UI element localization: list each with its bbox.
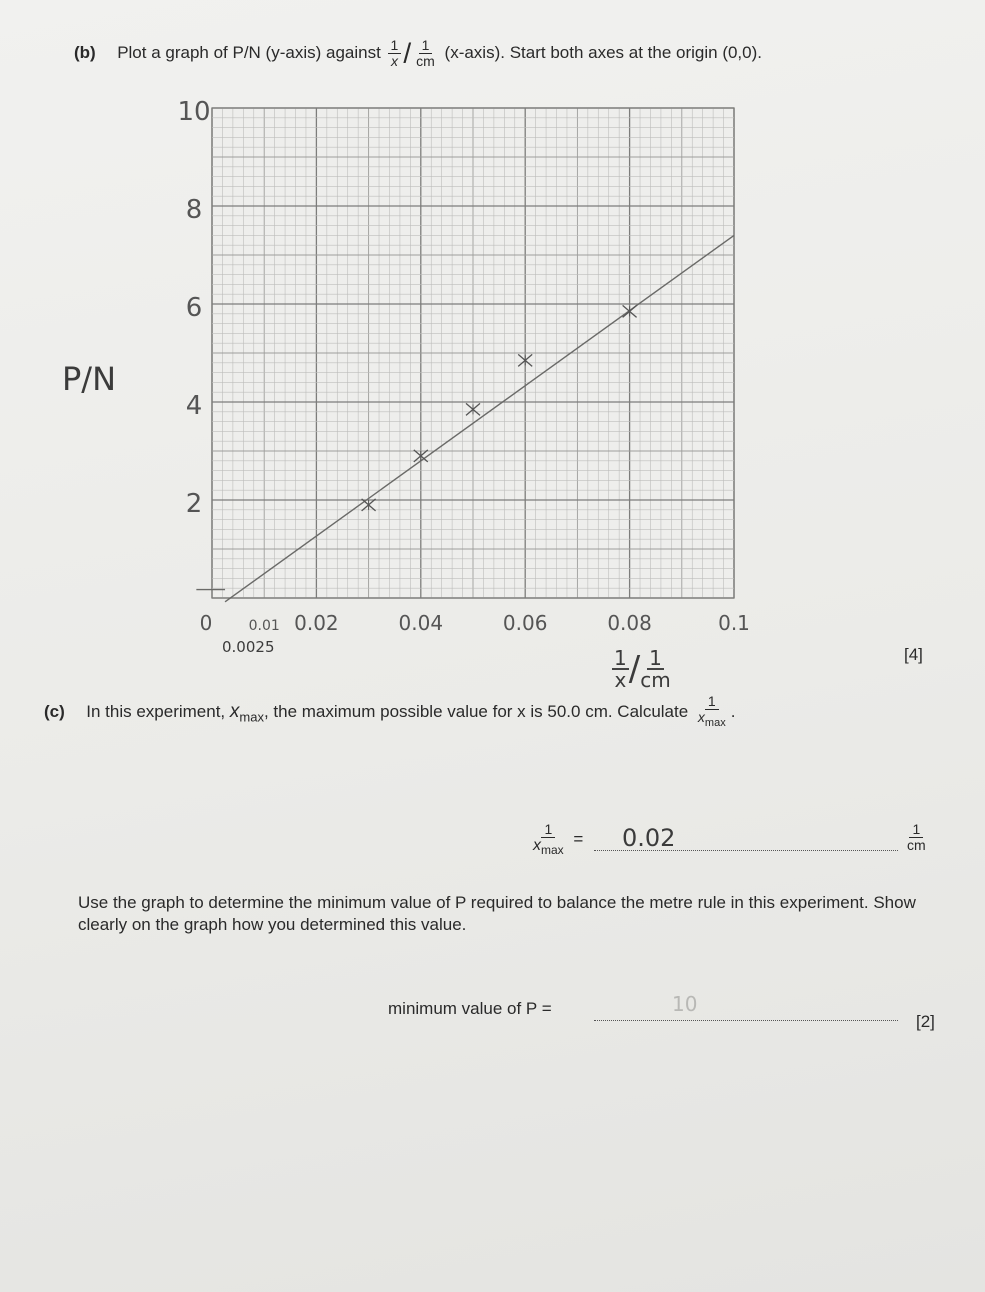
part-b-text-after: (x-axis). Start both axes at the origin (0,0). (444, 42, 762, 62)
x-axis-label: $\frac{1}{x}$ / $\frac{1}{cm}$ (614, 646, 671, 692)
x-tick-label: 0.06 (502, 611, 548, 635)
part-c-text2: , the maximum possible value for x is 50.0 cm. Calculate (263, 701, 689, 721)
y-axis-label: P/N (62, 360, 117, 398)
fraction-1-over-x: $\frac{1}{x}$ (388, 38, 402, 69)
answer-unit: $\frac{1}{cm}$ (907, 821, 926, 853)
grid-lines (212, 108, 734, 598)
y-tick-label: 2 (185, 489, 203, 519)
y-tick-label: 6 (185, 293, 203, 323)
fraction-1-over-cm: $\frac{1}{cm}$ (416, 37, 435, 69)
min-p-value: 10 (672, 992, 698, 1016)
part-b-text-before: Plot a graph of P/N (y-axis) against (117, 42, 381, 62)
part-c-marks: [2] (916, 1012, 935, 1031)
x-tick-label: 0.04 (398, 611, 444, 635)
part-c-question: (c) In this experiment, $x_{max}$, the maximum possible value for x is 50.0 cm. Calculate $\frac{1}{x_{max}}$ . (44, 693, 736, 729)
x-tick-label: 0.1 (718, 611, 750, 635)
part-b-label: (b) (74, 42, 96, 62)
part-b-marks: [4] (904, 645, 923, 664)
part-c-text1: In this experiment, (86, 701, 226, 721)
x-tick-label: 0 (199, 611, 213, 635)
x-tick-label: 0.01 (248, 618, 280, 634)
y-tick-label: 10 (177, 97, 211, 127)
extra-tick-label: 0.0025 (222, 638, 275, 656)
fraction-1-over-xmax: $\frac{1}{x_{max}}$ (697, 693, 726, 729)
answer-fraction-label: $\frac{1}{x_{max}}$ = (533, 821, 584, 857)
part-b-question: (b) Plot a graph of P/N (y-axis) against $\frac{1}{x}$ / $\frac{1}{cm}$ (x-axis). Start both axes at the origin (0,0). (74, 37, 762, 69)
x-tick-label: 0.02 (294, 611, 339, 635)
answer-line-2 (594, 1020, 898, 1021)
x-tick-label: 0.08 (607, 611, 652, 635)
min-p-label: minimum value of P = (388, 999, 552, 1018)
part-c-instruction: Use the graph to determine the minimum value of P required to balance the metre rule in this experiment. Show clearly on the graph how you determined this value. (78, 893, 916, 934)
part-c-label: (c) (44, 701, 65, 721)
y-tick-label: 4 (185, 391, 203, 421)
y-tick-label: 8 (185, 195, 203, 225)
answer-fraction-value: 0.02 (622, 824, 676, 852)
